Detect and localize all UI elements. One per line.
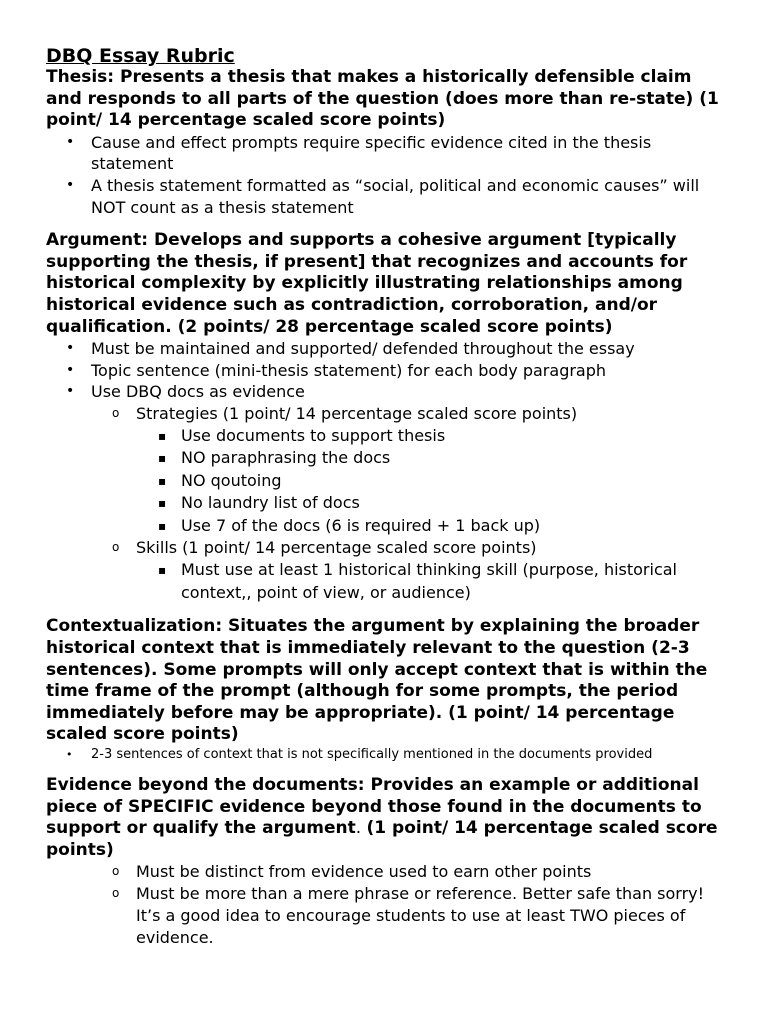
document-title: DBQ Essay Rubric xyxy=(46,45,235,67)
list-item: o Must be more than a mere phrase or reference. Better safe than sorry! It’s a good idea to encourage students to use at least TWO pieces of evidence. xyxy=(46,883,728,949)
list-item: ▪ NO paraphrasing the docs xyxy=(46,447,728,470)
argument-bullet-list xyxy=(46,338,728,604)
list-item: • 2-3 sentences of context that is not specifically mentioned in the documents provided xyxy=(46,746,728,763)
evidence-heading xyxy=(46,775,728,861)
thesis-bullet-list xyxy=(46,132,728,218)
evidence-heading-separator: . xyxy=(355,818,367,839)
list-item: • Topic sentence (mini-thesis statement) for each body paragraph xyxy=(46,360,728,382)
list-item: o Must be distinct from evidence used to earn other points xyxy=(46,861,728,883)
evidence-heading-main: Evidence beyond the documents: Provides an example or additional piece of SPECIFIC evidence beyond those found in the documents to support or qualify the argument xyxy=(46,774,702,839)
list-item: • A thesis statement formatted as “social, political and economic causes” will NOT count as a thesis statement xyxy=(46,175,728,218)
thesis-heading: Thesis: Presents a thesis that makes a historically defensible claim and responds to all parts of the question (does more than re-state) (1 point/ 14 percentage scaled score points) xyxy=(46,67,719,131)
list-item: • Cause and effect prompts require specific evidence cited in the thesis statement xyxy=(46,132,728,175)
list-item: ▪ Must use at least 1 historical thinking skill (purpose, historical context,, point of view, or audience) xyxy=(46,559,728,604)
list-item: • Must be maintained and supported/ defended throughout the essay xyxy=(46,338,728,360)
evidence-heading-points: (1 point/ 14 percentage scaled score points) xyxy=(46,818,718,860)
evidence-item-list xyxy=(46,861,728,949)
strategies-label: o Strategies (1 point/ 14 percentage scaled score points) xyxy=(46,403,728,425)
list-item: ▪ No laundry list of docs xyxy=(46,492,728,515)
contextualization-heading: Contextualization: Situates the argument by explaining the broader historical context that is immediately relevant to the question (2-3 sentences). Some prompts will only accept context that is within the time frame of the prompt (although for some prompts, the period immediately before may be appropriate). (1 point/ 14 percentage scaled score points) xyxy=(46,616,708,745)
argument-heading: Argument: Develops and supports a cohesive argument [typically supporting the thesis, if present] that recognizes and accounts for historical complexity by explicitly illustrating relationships among historical evidence such as contradiction, corroboration, and/or qualification. (2 points/ 28 percentage scaled score points) xyxy=(46,230,688,337)
list-item: ▪ Use documents to support thesis xyxy=(46,425,728,448)
list-item: ▪ Use 7 of the docs (6 is required + 1 back up) xyxy=(46,515,728,538)
skills-label: o Skills (1 point/ 14 percentage scaled score points) xyxy=(46,537,728,559)
contextualization-bullet-list xyxy=(46,746,728,763)
list-item: • Use DBQ docs as evidence xyxy=(46,381,728,403)
list-item: ▪ NO qoutoing xyxy=(46,470,728,493)
